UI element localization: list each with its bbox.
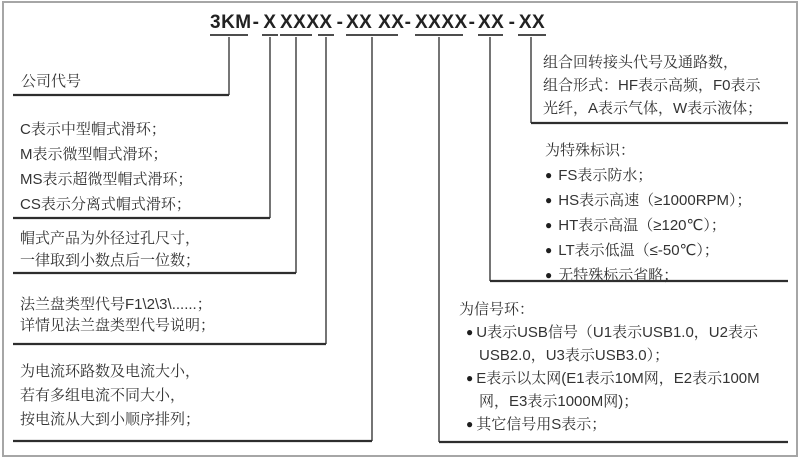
annotation-line: MS表示超微型帽式滑环； — [20, 171, 193, 188]
code-separator: - — [404, 12, 412, 33]
annotation-text: 网，E3表示1000M网)； — [479, 393, 639, 410]
annotation-line: 公司代号 — [21, 73, 82, 90]
bullet-icon: ● — [545, 168, 553, 182]
annotation-line — [459, 390, 760, 413]
annotation-hole-size — [20, 228, 200, 272]
annotation-line: 组合形式：HF表示高频，F0表示 — [543, 77, 761, 94]
annotation-line: 按电流从大到小顺序排列； — [20, 411, 201, 428]
annotation-text: HT表示高温（≥120℃）； — [558, 217, 726, 234]
annotation-line: 若有多组电流不同大小， — [20, 387, 186, 404]
annotation-flange — [20, 294, 215, 336]
annotation-line: 为电流环路数及电流大小， — [20, 363, 201, 380]
bullet-icon: ● — [466, 371, 474, 385]
annotation-line: 一律取到小数点后一位数； — [20, 252, 201, 269]
code-segment-joint: XX — [518, 11, 546, 36]
annotation-text: USB2.0，U3表示USB3.0）； — [479, 347, 670, 364]
code-segment-signal: XXXX — [415, 11, 463, 36]
bullet-icon: ● — [466, 417, 474, 431]
annotation-text: 无特殊标示省略； — [558, 267, 679, 284]
annotation-line — [459, 413, 760, 436]
annotation-title: 为特殊标识： — [545, 142, 636, 159]
annotation-line — [545, 188, 752, 213]
annotation-line — [459, 344, 760, 367]
code-segment-company: 3KM — [210, 11, 248, 36]
code-separator: - — [336, 12, 344, 33]
annotation-special-marks — [545, 139, 752, 288]
annotation-line: 详情见法兰盘类型代号说明； — [20, 317, 216, 334]
bullet-icon: ● — [545, 193, 553, 207]
annotation-text: FS表示防水； — [558, 167, 653, 184]
code-segment-type: X — [262, 11, 278, 36]
code-segment-special: XX — [478, 11, 503, 36]
annotation-text: LT表示低温（≤-50℃）； — [558, 242, 719, 259]
annotation-line: 组合回转接头代号及通路数， — [543, 54, 739, 71]
annotation-line: CS表示分离式帽式滑环； — [20, 196, 191, 213]
annotation-line: 帽式产品为外径过孔尺寸， — [20, 230, 201, 247]
annotation-text: E表示以太网(E1表示10M网，E2表示100M — [476, 370, 760, 387]
annotation-line — [545, 213, 752, 238]
annotation-rotary-joint — [543, 51, 762, 120]
annotation-text: HS表示高速（≥1000RPM）； — [558, 192, 752, 209]
annotation-text: 其它信号用S表示； — [476, 416, 607, 433]
bullet-icon: ● — [545, 243, 553, 257]
annotation-signal-rings — [459, 298, 760, 436]
code-separator: - — [468, 12, 476, 33]
annotation-line: C表示中型帽式滑环； — [20, 121, 166, 138]
bullet-icon: ● — [545, 268, 553, 282]
annotation-line: M表示微型帽式滑环； — [20, 146, 168, 163]
bullet-icon: ● — [545, 218, 553, 232]
annotation-line — [545, 238, 752, 263]
annotation-text: U表示USB信号（U1表示USB1.0，U2表示 — [476, 324, 758, 341]
code-segment-flange: X — [318, 11, 334, 36]
annotation-line: 光纤，A表示气体，W表示液体； — [543, 100, 763, 117]
annotation-line — [545, 263, 752, 288]
bullet-icon: ● — [466, 325, 474, 339]
annotation-company-code — [21, 70, 81, 94]
annotation-line: 法兰盘类型代号F1\2\3\......； — [20, 296, 212, 313]
annotation-line — [459, 321, 760, 344]
code-segment-current: XX XX — [346, 11, 398, 36]
code-separator: - — [508, 12, 516, 33]
annotation-title: 为信号环： — [459, 301, 535, 318]
annotation-line — [545, 163, 752, 188]
annotation-line — [459, 367, 760, 390]
annotation-current — [20, 360, 200, 432]
annotation-cap-type — [20, 117, 193, 217]
code-separator: - — [252, 12, 260, 33]
code-segment-size: XXX — [280, 11, 312, 36]
